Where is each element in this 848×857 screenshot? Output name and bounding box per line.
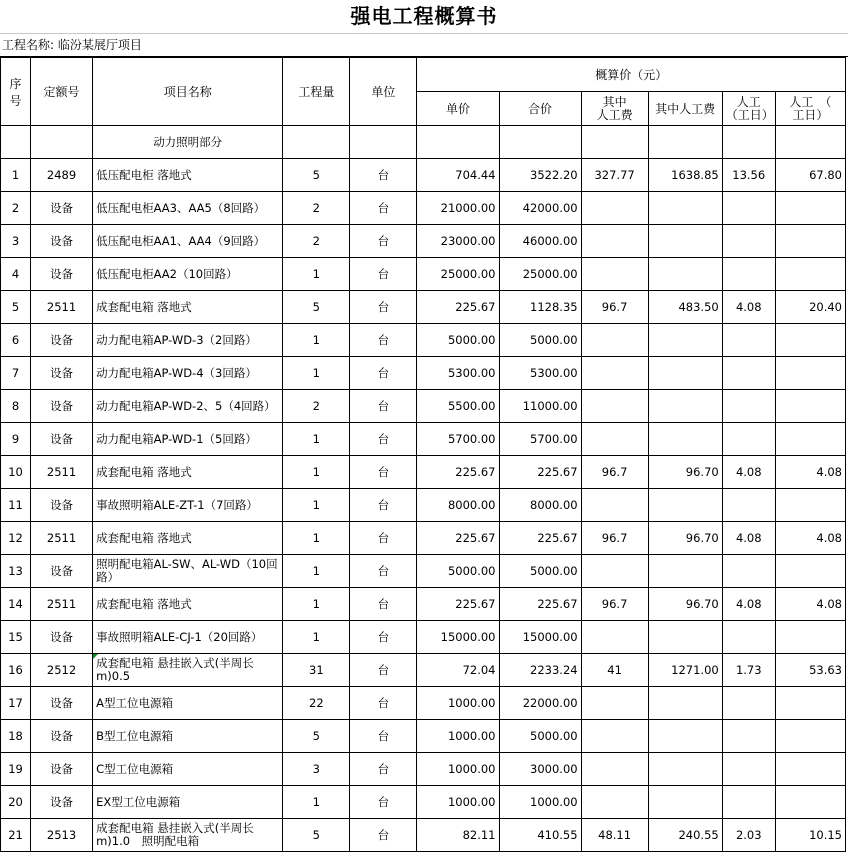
row-seq: 6 xyxy=(1,324,31,357)
row-workday xyxy=(722,555,775,588)
row-labor-fee-total xyxy=(648,621,722,654)
row-item-name: 动力配电箱AP-WD-4（3回路） xyxy=(93,357,283,390)
row-workday: 4.08 xyxy=(722,522,775,555)
row-workday xyxy=(722,324,775,357)
table-row xyxy=(1,423,846,456)
row-quota: 设备 xyxy=(31,357,93,390)
row-labor-fee xyxy=(581,687,648,720)
row-labor-fee-total xyxy=(648,489,722,522)
row-item-name: 动力配电箱AP-WD-3（2回路） xyxy=(93,324,283,357)
table-row xyxy=(1,786,846,819)
row-unit: 台 xyxy=(350,522,417,555)
row-unit-price: 225.67 xyxy=(417,291,499,324)
project-name: 工程名称: 临汾某展厅项目 xyxy=(0,34,848,57)
row-workday-total: 53.63 xyxy=(775,654,845,687)
row-seq: 21 xyxy=(1,819,31,852)
row-quota: 设备 xyxy=(31,753,93,786)
row-unit: 台 xyxy=(350,456,417,489)
row-unit: 台 xyxy=(350,357,417,390)
row-quantity: 2 xyxy=(283,390,350,423)
table-row xyxy=(1,720,846,753)
row-labor-fee-total: 96.70 xyxy=(648,456,722,489)
row-unit-price: 225.67 xyxy=(417,522,499,555)
row-unit: 台 xyxy=(350,555,417,588)
row-quota: 设备 xyxy=(31,687,93,720)
row-unit: 台 xyxy=(350,753,417,786)
row-workday-total: 4.08 xyxy=(775,588,845,621)
row-workday xyxy=(722,687,775,720)
row-total-price: 11000.00 xyxy=(499,390,581,423)
row-quota: 设备 xyxy=(31,192,93,225)
row-labor-fee-total xyxy=(648,192,722,225)
row-workday-total: 10.15 xyxy=(775,819,845,852)
row-total-price: 25000.00 xyxy=(499,258,581,291)
row-item-name: 成套配电箱 落地式 xyxy=(93,522,283,555)
row-quantity: 22 xyxy=(283,687,350,720)
row-seq: 14 xyxy=(1,588,31,621)
row-quota: 2512 xyxy=(31,654,93,687)
row-labor-fee-total xyxy=(648,786,722,819)
row-quantity: 1 xyxy=(283,423,350,456)
row-unit: 台 xyxy=(350,423,417,456)
row-workday-total xyxy=(775,621,845,654)
row-unit: 台 xyxy=(350,654,417,687)
row-quantity: 5 xyxy=(283,819,350,852)
row-total-price: 22000.00 xyxy=(499,687,581,720)
row-item-name: A型工位电源箱 xyxy=(93,687,283,720)
row-quota: 设备 xyxy=(31,258,93,291)
row-workday xyxy=(722,720,775,753)
row-workday-total xyxy=(775,489,845,522)
row-seq: 16 xyxy=(1,654,31,687)
row-seq: 19 xyxy=(1,753,31,786)
row-labor-fee-total: 483.50 xyxy=(648,291,722,324)
row-total-price: 3522.20 xyxy=(499,159,581,192)
row-labor-fee xyxy=(581,786,648,819)
row-seq: 2 xyxy=(1,192,31,225)
row-labor-fee xyxy=(581,390,648,423)
row-unit-price: 704.44 xyxy=(417,159,499,192)
table-row xyxy=(1,291,846,324)
row-labor-fee-total xyxy=(648,687,722,720)
row-workday: 4.08 xyxy=(722,588,775,621)
row-workday-total xyxy=(775,192,845,225)
row-quota: 2511 xyxy=(31,588,93,621)
row-unit-price: 15000.00 xyxy=(417,621,499,654)
row-unit-price: 225.67 xyxy=(417,456,499,489)
row-quantity: 1 xyxy=(283,588,350,621)
row-workday-total xyxy=(775,390,845,423)
row-labor-fee-total: 96.70 xyxy=(648,522,722,555)
row-workday xyxy=(722,786,775,819)
row-workday xyxy=(722,225,775,258)
row-workday-total xyxy=(775,720,845,753)
row-quantity: 5 xyxy=(283,291,350,324)
row-labor-fee-total xyxy=(648,753,722,786)
row-labor-fee xyxy=(581,324,648,357)
row-quantity: 1 xyxy=(283,522,350,555)
row-seq: 7 xyxy=(1,357,31,390)
row-labor-fee: 96.7 xyxy=(581,291,648,324)
row-workday-total xyxy=(775,258,845,291)
row-workday-total xyxy=(775,786,845,819)
row-workday xyxy=(722,258,775,291)
table-row xyxy=(1,357,846,390)
row-workday xyxy=(722,390,775,423)
row-quantity: 2 xyxy=(283,192,350,225)
row-quantity: 1 xyxy=(283,357,350,390)
row-labor-fee-total xyxy=(648,423,722,456)
row-total-price: 2233.24 xyxy=(499,654,581,687)
table-row xyxy=(1,456,846,489)
table-row xyxy=(1,621,846,654)
row-workday xyxy=(722,621,775,654)
row-total-price: 225.67 xyxy=(499,588,581,621)
row-workday-total xyxy=(775,753,845,786)
row-unit: 台 xyxy=(350,225,417,258)
row-quantity: 1 xyxy=(283,324,350,357)
header-unit-price: 单价 xyxy=(417,92,499,126)
row-labor-fee: 96.7 xyxy=(581,456,648,489)
row-labor-fee: 96.7 xyxy=(581,522,648,555)
row-seq: 17 xyxy=(1,687,31,720)
row-total-price: 225.67 xyxy=(499,522,581,555)
row-item-name: 低压配电柜AA3、AA5（8回路） xyxy=(93,192,283,225)
row-quota: 设备 xyxy=(31,390,93,423)
row-item-name: 成套配电箱 悬挂嵌入式(半周长m)1.0 照明配电箱 xyxy=(93,819,283,852)
row-labor-fee-total xyxy=(648,225,722,258)
row-quota: 设备 xyxy=(31,423,93,456)
table-row xyxy=(1,192,846,225)
row-quota: 设备 xyxy=(31,720,93,753)
row-unit-price: 5000.00 xyxy=(417,555,499,588)
row-quota: 设备 xyxy=(31,324,93,357)
row-item-name: 成套配电箱 悬挂嵌入式(半周长m)0.5 xyxy=(93,654,283,687)
row-unit: 台 xyxy=(350,621,417,654)
row-unit: 台 xyxy=(350,819,417,852)
header-seq: 序号 xyxy=(1,58,31,126)
row-quota: 2513 xyxy=(31,819,93,852)
row-item-name: 成套配电箱 落地式 xyxy=(93,456,283,489)
row-seq: 8 xyxy=(1,390,31,423)
row-labor-fee-total: 96.70 xyxy=(648,588,722,621)
row-labor-fee: 48.11 xyxy=(581,819,648,852)
row-total-price: 15000.00 xyxy=(499,621,581,654)
header-quantity: 工程量 xyxy=(283,58,350,126)
row-seq: 13 xyxy=(1,555,31,588)
row-quantity: 3 xyxy=(283,753,350,786)
row-labor-fee-total xyxy=(648,357,722,390)
row-workday xyxy=(722,423,775,456)
row-unit-price: 225.67 xyxy=(417,588,499,621)
table-row xyxy=(1,225,846,258)
table-row xyxy=(1,555,846,588)
row-total-price: 5700.00 xyxy=(499,423,581,456)
row-seq: 18 xyxy=(1,720,31,753)
table-row xyxy=(1,159,846,192)
estimate-table xyxy=(0,57,846,852)
table-row xyxy=(1,654,846,687)
row-labor-fee xyxy=(581,357,648,390)
row-item-name: EX型工位电源箱 xyxy=(93,786,283,819)
row-quantity: 1 xyxy=(283,456,350,489)
row-total-price: 3000.00 xyxy=(499,753,581,786)
row-labor-fee xyxy=(581,489,648,522)
row-quota: 设备 xyxy=(31,786,93,819)
header-unit: 单位 xyxy=(350,58,417,126)
row-labor-fee-total: 240.55 xyxy=(648,819,722,852)
row-labor-fee-total xyxy=(648,720,722,753)
row-total-price: 225.67 xyxy=(499,456,581,489)
row-labor-fee xyxy=(581,225,648,258)
row-quota: 2511 xyxy=(31,291,93,324)
row-seq: 10 xyxy=(1,456,31,489)
row-quantity: 5 xyxy=(283,159,350,192)
table-row xyxy=(1,258,846,291)
row-quota: 设备 xyxy=(31,621,93,654)
row-quantity: 2 xyxy=(283,225,350,258)
row-item-name: 成套配电箱 落地式 xyxy=(93,588,283,621)
row-unit: 台 xyxy=(350,390,417,423)
row-total-price: 1128.35 xyxy=(499,291,581,324)
row-item-name: 动力配电箱AP-WD-1（5回路） xyxy=(93,423,283,456)
row-quota: 设备 xyxy=(31,489,93,522)
row-seq: 5 xyxy=(1,291,31,324)
row-workday-total: 4.08 xyxy=(775,456,845,489)
row-quantity: 1 xyxy=(283,786,350,819)
row-quantity: 1 xyxy=(283,621,350,654)
row-unit-price: 23000.00 xyxy=(417,225,499,258)
row-total-price: 42000.00 xyxy=(499,192,581,225)
row-workday: 13.56 xyxy=(722,159,775,192)
table-row xyxy=(1,522,846,555)
row-quota: 设备 xyxy=(31,555,93,588)
row-labor-fee xyxy=(581,555,648,588)
row-quantity: 1 xyxy=(283,555,350,588)
row-quantity: 5 xyxy=(283,720,350,753)
row-workday-total xyxy=(775,357,845,390)
header-labor-fee-total: 其中人工费 xyxy=(648,92,722,126)
section-label: 动力照明部分 xyxy=(93,126,283,159)
table-row xyxy=(1,819,846,852)
row-unit: 台 xyxy=(350,159,417,192)
header-budget: 概算价（元） xyxy=(417,58,846,92)
row-item-name: 事故照明箱ALE-CJ-1（20回路） xyxy=(93,621,283,654)
row-workday xyxy=(722,192,775,225)
row-workday-total xyxy=(775,324,845,357)
row-item-name: 低压配电柜 落地式 xyxy=(93,159,283,192)
header-workday: 人工 （工日） xyxy=(722,92,775,126)
table-row xyxy=(1,390,846,423)
row-labor-fee: 96.7 xyxy=(581,588,648,621)
row-unit-price: 82.11 xyxy=(417,819,499,852)
row-seq: 1 xyxy=(1,159,31,192)
row-total-price: 5000.00 xyxy=(499,555,581,588)
row-labor-fee-total xyxy=(648,324,722,357)
row-workday: 4.08 xyxy=(722,291,775,324)
row-labor-fee xyxy=(581,753,648,786)
row-item-name: 低压配电柜AA2（10回路） xyxy=(93,258,283,291)
row-total-price: 5000.00 xyxy=(499,720,581,753)
row-workday xyxy=(722,753,775,786)
row-workday-total xyxy=(775,225,845,258)
row-workday-total xyxy=(775,687,845,720)
row-quota: 2489 xyxy=(31,159,93,192)
table-row xyxy=(1,324,846,357)
row-quota: 2511 xyxy=(31,456,93,489)
row-unit: 台 xyxy=(350,192,417,225)
row-labor-fee xyxy=(581,621,648,654)
row-total-price: 5300.00 xyxy=(499,357,581,390)
row-unit: 台 xyxy=(350,720,417,753)
row-unit-price: 1000.00 xyxy=(417,786,499,819)
header-quota: 定额号 xyxy=(31,58,93,126)
header-labor-fee: 其中 人工费 xyxy=(581,92,648,126)
row-workday: 2.03 xyxy=(722,819,775,852)
row-workday-total xyxy=(775,423,845,456)
row-unit-price: 8000.00 xyxy=(417,489,499,522)
row-workday-total xyxy=(775,555,845,588)
row-seq: 9 xyxy=(1,423,31,456)
row-quantity: 1 xyxy=(283,258,350,291)
row-unit-price: 21000.00 xyxy=(417,192,499,225)
row-workday xyxy=(722,489,775,522)
row-labor-fee-total xyxy=(648,390,722,423)
row-unit-price: 1000.00 xyxy=(417,753,499,786)
row-labor-fee xyxy=(581,720,648,753)
row-unit: 台 xyxy=(350,687,417,720)
row-item-name: B型工位电源箱 xyxy=(93,720,283,753)
row-labor-fee-total: 1271.00 xyxy=(648,654,722,687)
row-seq: 12 xyxy=(1,522,31,555)
row-quota: 设备 xyxy=(31,225,93,258)
row-labor-fee xyxy=(581,423,648,456)
header-workday-total: 人工 （ 工日） xyxy=(775,92,845,126)
row-quantity: 1 xyxy=(283,489,350,522)
row-labor-fee: 327.77 xyxy=(581,159,648,192)
row-total-price: 8000.00 xyxy=(499,489,581,522)
table-row xyxy=(1,753,846,786)
row-unit-price: 25000.00 xyxy=(417,258,499,291)
row-labor-fee xyxy=(581,258,648,291)
row-workday-total: 4.08 xyxy=(775,522,845,555)
row-total-price: 410.55 xyxy=(499,819,581,852)
row-workday-total: 67.80 xyxy=(775,159,845,192)
row-workday-total: 20.40 xyxy=(775,291,845,324)
row-seq: 3 xyxy=(1,225,31,258)
row-item-name: C型工位电源箱 xyxy=(93,753,283,786)
row-labor-fee xyxy=(581,192,648,225)
row-unit: 台 xyxy=(350,324,417,357)
row-unit-price: 72.04 xyxy=(417,654,499,687)
row-labor-fee-total: 1638.85 xyxy=(648,159,722,192)
row-labor-fee-total xyxy=(648,258,722,291)
row-unit: 台 xyxy=(350,258,417,291)
row-unit-price: 5700.00 xyxy=(417,423,499,456)
row-workday: 1.73 xyxy=(722,654,775,687)
row-seq: 15 xyxy=(1,621,31,654)
row-item-name: 照明配电箱AL-SW、AL-WD（10回路） xyxy=(93,555,283,588)
header-total-price: 合价 xyxy=(499,92,581,126)
row-unit: 台 xyxy=(350,291,417,324)
row-seq: 4 xyxy=(1,258,31,291)
row-total-price: 5000.00 xyxy=(499,324,581,357)
row-unit-price: 1000.00 xyxy=(417,720,499,753)
table-row xyxy=(1,489,846,522)
table-row xyxy=(1,687,846,720)
row-total-price: 46000.00 xyxy=(499,225,581,258)
row-unit-price: 1000.00 xyxy=(417,687,499,720)
row-quota: 2511 xyxy=(31,522,93,555)
row-unit: 台 xyxy=(350,588,417,621)
row-workday: 4.08 xyxy=(722,456,775,489)
row-labor-fee-total xyxy=(648,555,722,588)
row-quantity: 31 xyxy=(283,654,350,687)
row-unit-price: 5300.00 xyxy=(417,357,499,390)
row-seq: 20 xyxy=(1,786,31,819)
row-item-name: 成套配电箱 落地式 xyxy=(93,291,283,324)
table-row xyxy=(1,588,846,621)
row-unit: 台 xyxy=(350,489,417,522)
document-title: 强电工程概算书 xyxy=(0,0,848,34)
row-item-name: 低压配电柜AA1、AA4（9回路） xyxy=(93,225,283,258)
row-workday xyxy=(722,357,775,390)
row-labor-fee: 41 xyxy=(581,654,648,687)
row-seq: 11 xyxy=(1,489,31,522)
row-unit: 台 xyxy=(350,786,417,819)
row-unit-price: 5500.00 xyxy=(417,390,499,423)
row-item-name: 事故照明箱ALE-ZT-1（7回路） xyxy=(93,489,283,522)
row-item-name: 动力配电箱AP-WD-2、5（4回路） xyxy=(93,390,283,423)
header-item-name: 项目名称 xyxy=(93,58,283,126)
row-unit-price: 5000.00 xyxy=(417,324,499,357)
row-total-price: 1000.00 xyxy=(499,786,581,819)
